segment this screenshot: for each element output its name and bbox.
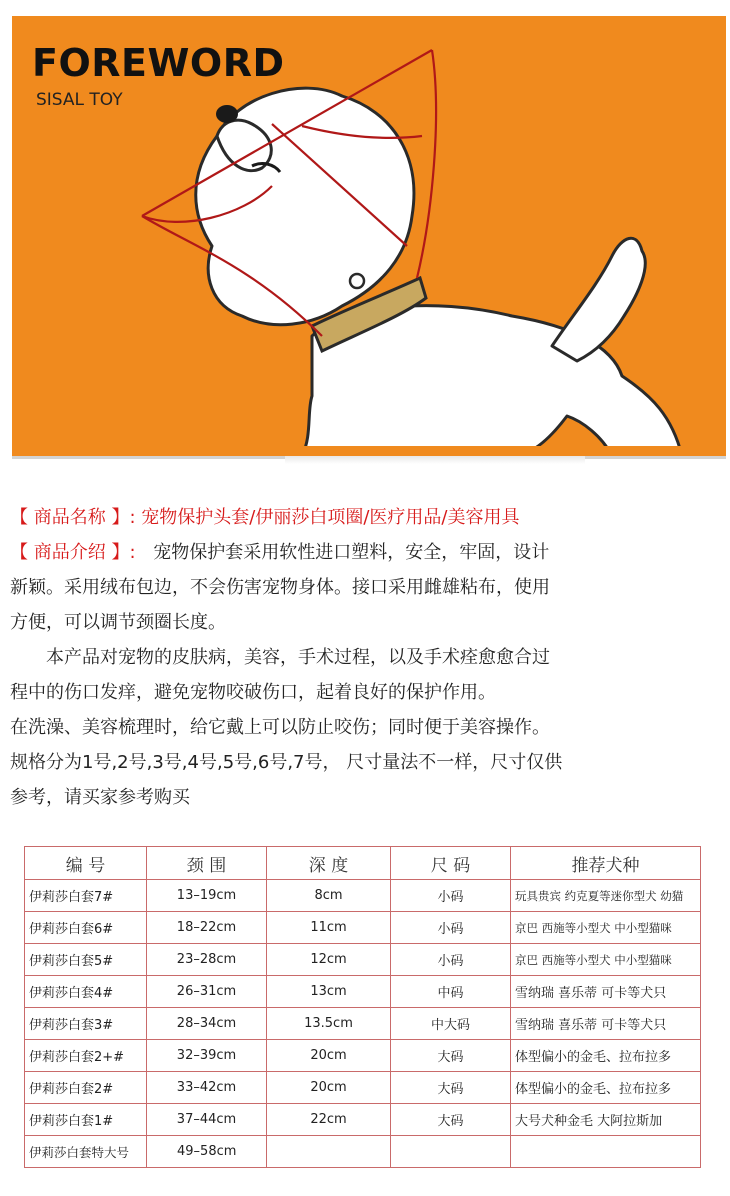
intro-text-5: 程中的伤口发痒，避免宠物咬破伤口，起着良好的保护作用。 <box>10 682 496 703</box>
cell-neck: 33–42cm <box>147 1072 267 1104</box>
table-row <box>25 1072 701 1104</box>
cell-neck: 26–31cm <box>147 976 267 1008</box>
cell-size: 大码 <box>391 1104 511 1136</box>
cell-breed: 玩具贵宾 约克夏等迷你型犬 幼猫 <box>511 880 701 912</box>
cell-size: 小码 <box>391 944 511 976</box>
cell-neck: 18–22cm <box>147 912 267 944</box>
cell-breed: 雪纳瑞 喜乐蒂 可卡等犬只 <box>511 976 701 1008</box>
intro-text-4: 本产品对宠物的皮肤病，美容，手术过程，以及手术痊愈愈合过 <box>46 647 550 668</box>
header-code: 编 号 <box>25 847 147 880</box>
cell-breed: 雪纳瑞 喜乐蒂 可卡等犬只 <box>511 1008 701 1040</box>
intro-text-7: 规格分为1号,2号,3号,4号,5号,6号,7号， 尺寸量法不一样，尺寸仅供 <box>10 752 563 773</box>
cell-code: 伊莉莎白套4# <box>25 976 147 1008</box>
cell-depth: 8cm <box>267 880 391 912</box>
cell-depth: 11cm <box>267 912 391 944</box>
product-intro-label: 【 商品介绍 】: <box>10 542 136 563</box>
banner-title: FOREWORD <box>32 41 285 85</box>
cell-depth: 20cm <box>267 1072 391 1104</box>
table-row <box>25 1104 701 1136</box>
cell-code: 伊莉莎白套特大号 <box>25 1136 147 1168</box>
cell-code: 伊莉莎白套7# <box>25 880 147 912</box>
cell-depth: 13.5cm <box>267 1008 391 1040</box>
cell-breed: 体型偏小的金毛、拉布拉多 <box>511 1072 701 1104</box>
header-size: 尺 码 <box>391 847 511 880</box>
product-name-label: 【 商品名称 】: <box>10 507 136 528</box>
intro-text-6: 在洗澡、美容梳理时，给它戴上可以防止咬伤；同时便于美容操作。 <box>10 717 550 738</box>
cell-neck: 49–58cm <box>147 1136 267 1168</box>
cell-code: 伊莉莎白套3# <box>25 1008 147 1040</box>
cell-breed: 大号犬种金毛 大阿拉斯加 <box>511 1104 701 1136</box>
cell-size: 小码 <box>391 912 511 944</box>
intro-text-3: 方便，可以调节颈圈长度。 <box>10 612 226 633</box>
cell-breed <box>511 1136 701 1168</box>
cell-breed: 体型偏小的金毛、拉布拉多 <box>511 1040 701 1072</box>
cell-size: 大码 <box>391 1040 511 1072</box>
cell-size: 大码 <box>391 1072 511 1104</box>
header-breed: 推荐犬种 <box>511 847 701 880</box>
table-row <box>25 912 701 944</box>
cell-size: 小码 <box>391 880 511 912</box>
table-row <box>25 1008 701 1040</box>
cell-depth <box>267 1136 391 1168</box>
cell-code: 伊莉莎白套6# <box>25 912 147 944</box>
cell-code: 伊莉莎白套1# <box>25 1104 147 1136</box>
size-spec-table <box>24 846 701 1168</box>
cell-breed: 京巴 西施等小型犬 中小型猫咪 <box>511 912 701 944</box>
table-row <box>25 944 701 976</box>
table-row <box>25 1040 701 1072</box>
cell-breed: 京巴 西施等小型犬 中小型猫咪 <box>511 944 701 976</box>
table-row <box>25 1136 701 1168</box>
cell-neck: 32–39cm <box>147 1040 267 1072</box>
table-row <box>25 976 701 1008</box>
intro-text-1: 宠物保护套采用软性进口塑料，安全，牢固，设计 <box>153 542 550 563</box>
table-row <box>25 880 701 912</box>
header-neck: 颈 围 <box>147 847 267 880</box>
cell-code: 伊莉莎白套5# <box>25 944 147 976</box>
table-header-row <box>25 847 701 880</box>
intro-text-8: 参考，请买家参考购买 <box>10 787 190 808</box>
banner-subtitle: SISAL TOY <box>36 90 123 110</box>
cell-depth: 20cm <box>267 1040 391 1072</box>
cell-depth: 13cm <box>267 976 391 1008</box>
cell-depth: 12cm <box>267 944 391 976</box>
cell-neck: 23–28cm <box>147 944 267 976</box>
cell-code: 伊莉莎白套2+# <box>25 1040 147 1072</box>
cell-neck: 28–34cm <box>147 1008 267 1040</box>
product-name-value: 宠物保护头套/伊丽莎白项圈/医疗用品/美容用具 <box>141 507 520 528</box>
cell-code: 伊莉莎白套2# <box>25 1072 147 1104</box>
product-description <box>10 500 722 815</box>
cell-neck: 37–44cm <box>147 1104 267 1136</box>
cell-depth: 22cm <box>267 1104 391 1136</box>
cell-size: 中码 <box>391 976 511 1008</box>
cell-neck: 13–19cm <box>147 880 267 912</box>
intro-text-2: 新颖。采用绒布包边，不会伤害宠物身体。接口采用雌雄粘布，使用 <box>10 577 550 598</box>
product-name-line <box>10 500 722 535</box>
divider-shadow <box>285 456 585 464</box>
header-depth: 深 度 <box>267 847 391 880</box>
cell-size: 中大码 <box>391 1008 511 1040</box>
product-intro-line <box>10 535 722 570</box>
cell-size <box>391 1136 511 1168</box>
hero-banner <box>12 16 726 456</box>
